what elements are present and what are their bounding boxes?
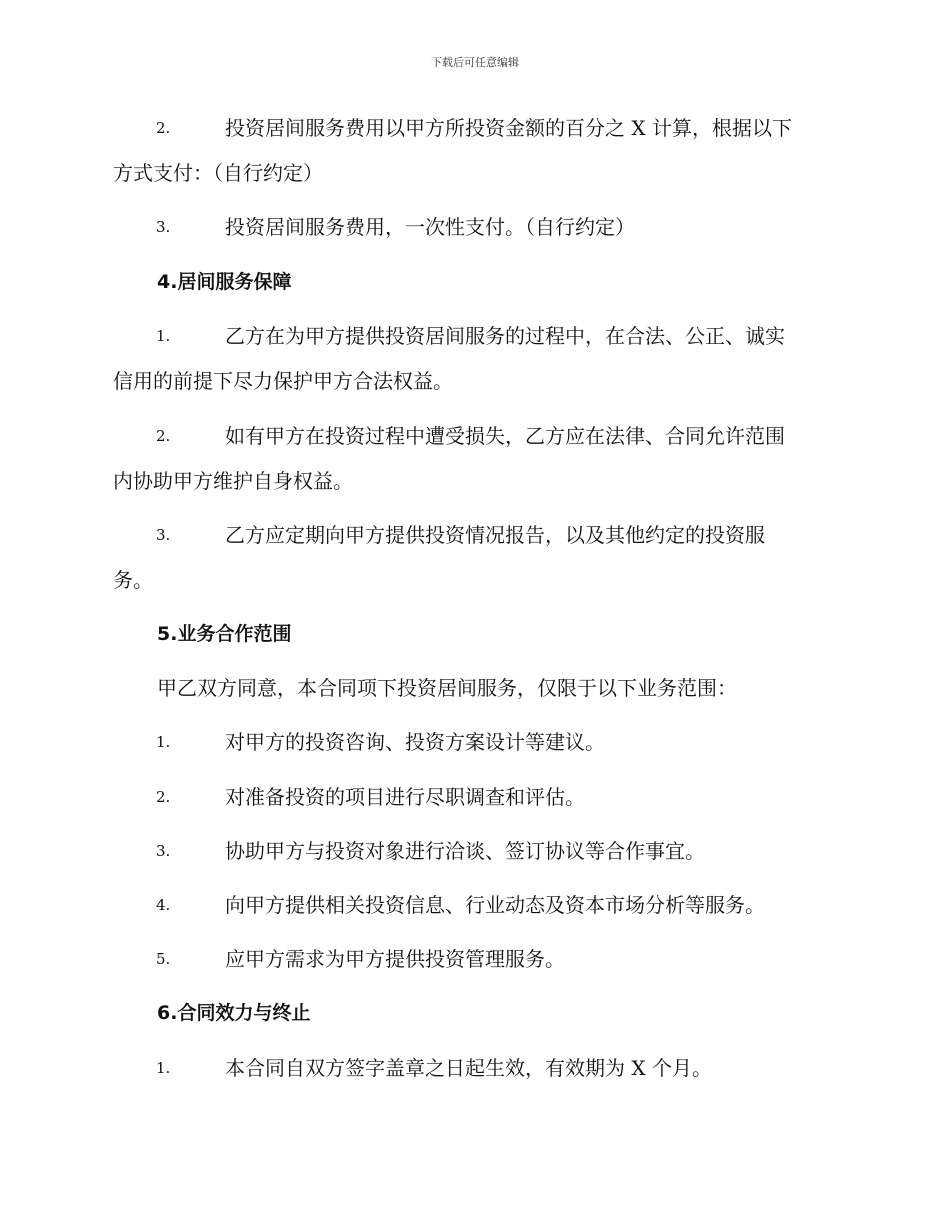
item-number: 3. bbox=[156, 526, 171, 544]
list-item bbox=[113, 314, 838, 404]
item-number: 2. bbox=[156, 788, 171, 806]
item-number: 2. bbox=[156, 427, 171, 445]
item-text: 应甲方需求为甲方提供投资管理服务。 bbox=[225, 947, 565, 971]
list-item bbox=[113, 106, 838, 196]
item-text: 投资居间服务费用，一次性支付。（自行约定） bbox=[225, 215, 635, 239]
item-number: 3. bbox=[156, 842, 171, 860]
section-heading: 5.业务合作范围 bbox=[157, 623, 292, 645]
list-item bbox=[113, 720, 838, 765]
item-text: 对甲方的投资咨询、投资方案设计等建议。 bbox=[225, 730, 605, 754]
item-text-continued: 方式支付：（自行约定） bbox=[113, 161, 323, 185]
list-item bbox=[113, 775, 838, 820]
list-item bbox=[113, 883, 838, 928]
item-number: 3. bbox=[156, 218, 171, 236]
item-text: 投资居间服务费用以甲方所投资金额的百分之 X 计算，根据以下 bbox=[225, 116, 792, 140]
item-number: 5. bbox=[156, 950, 171, 968]
item-text: 协助甲方与投资对象进行洽谈、签订协议等合作事宜。 bbox=[225, 839, 705, 863]
item-number: 2. bbox=[156, 119, 171, 137]
item-text: 乙方应定期向甲方提供投资情况报告，以及其他约定的投资服 bbox=[225, 523, 765, 547]
item-number: 1. bbox=[156, 327, 171, 345]
list-item bbox=[113, 513, 838, 603]
item-text: 乙方在为甲方提供投资居间服务的过程中，在合法、公正、诚实 bbox=[225, 324, 785, 348]
item-text-continued: 内协助甲方维护自身权益。 bbox=[113, 469, 353, 493]
list-item bbox=[113, 205, 838, 250]
list-item bbox=[113, 1046, 838, 1091]
item-number: 1. bbox=[156, 1059, 171, 1077]
page-header: 下载后可任意编辑 bbox=[431, 56, 519, 69]
item-text: 如有甲方在投资过程中遭受损失，乙方应在法律、合同允许范围 bbox=[225, 424, 785, 448]
item-number: 4. bbox=[156, 896, 171, 914]
list-item bbox=[113, 937, 838, 982]
item-text-continued: 务。 bbox=[113, 568, 153, 592]
section-intro: 甲乙双方同意，本合同项下投资居间服务，仅限于以下业务范围： bbox=[157, 676, 737, 700]
item-text: 对准备投资的项目进行尽职调查和评估。 bbox=[225, 785, 585, 809]
item-number: 1. bbox=[156, 733, 171, 751]
item-text: 向甲方提供相关投资信息、行业动态及资本市场分析等服务。 bbox=[225, 893, 765, 917]
list-item bbox=[113, 829, 838, 874]
item-text: 本合同自双方签字盖章之日起生效，有效期为 X 个月。 bbox=[225, 1056, 712, 1080]
section-heading: 6.合同效力与终止 bbox=[157, 1002, 311, 1024]
list-item bbox=[113, 414, 838, 504]
item-text-continued: 信用的前提下尽力保护甲方合法权益。 bbox=[113, 369, 453, 393]
section-heading: 4.居间服务保障 bbox=[157, 271, 292, 293]
